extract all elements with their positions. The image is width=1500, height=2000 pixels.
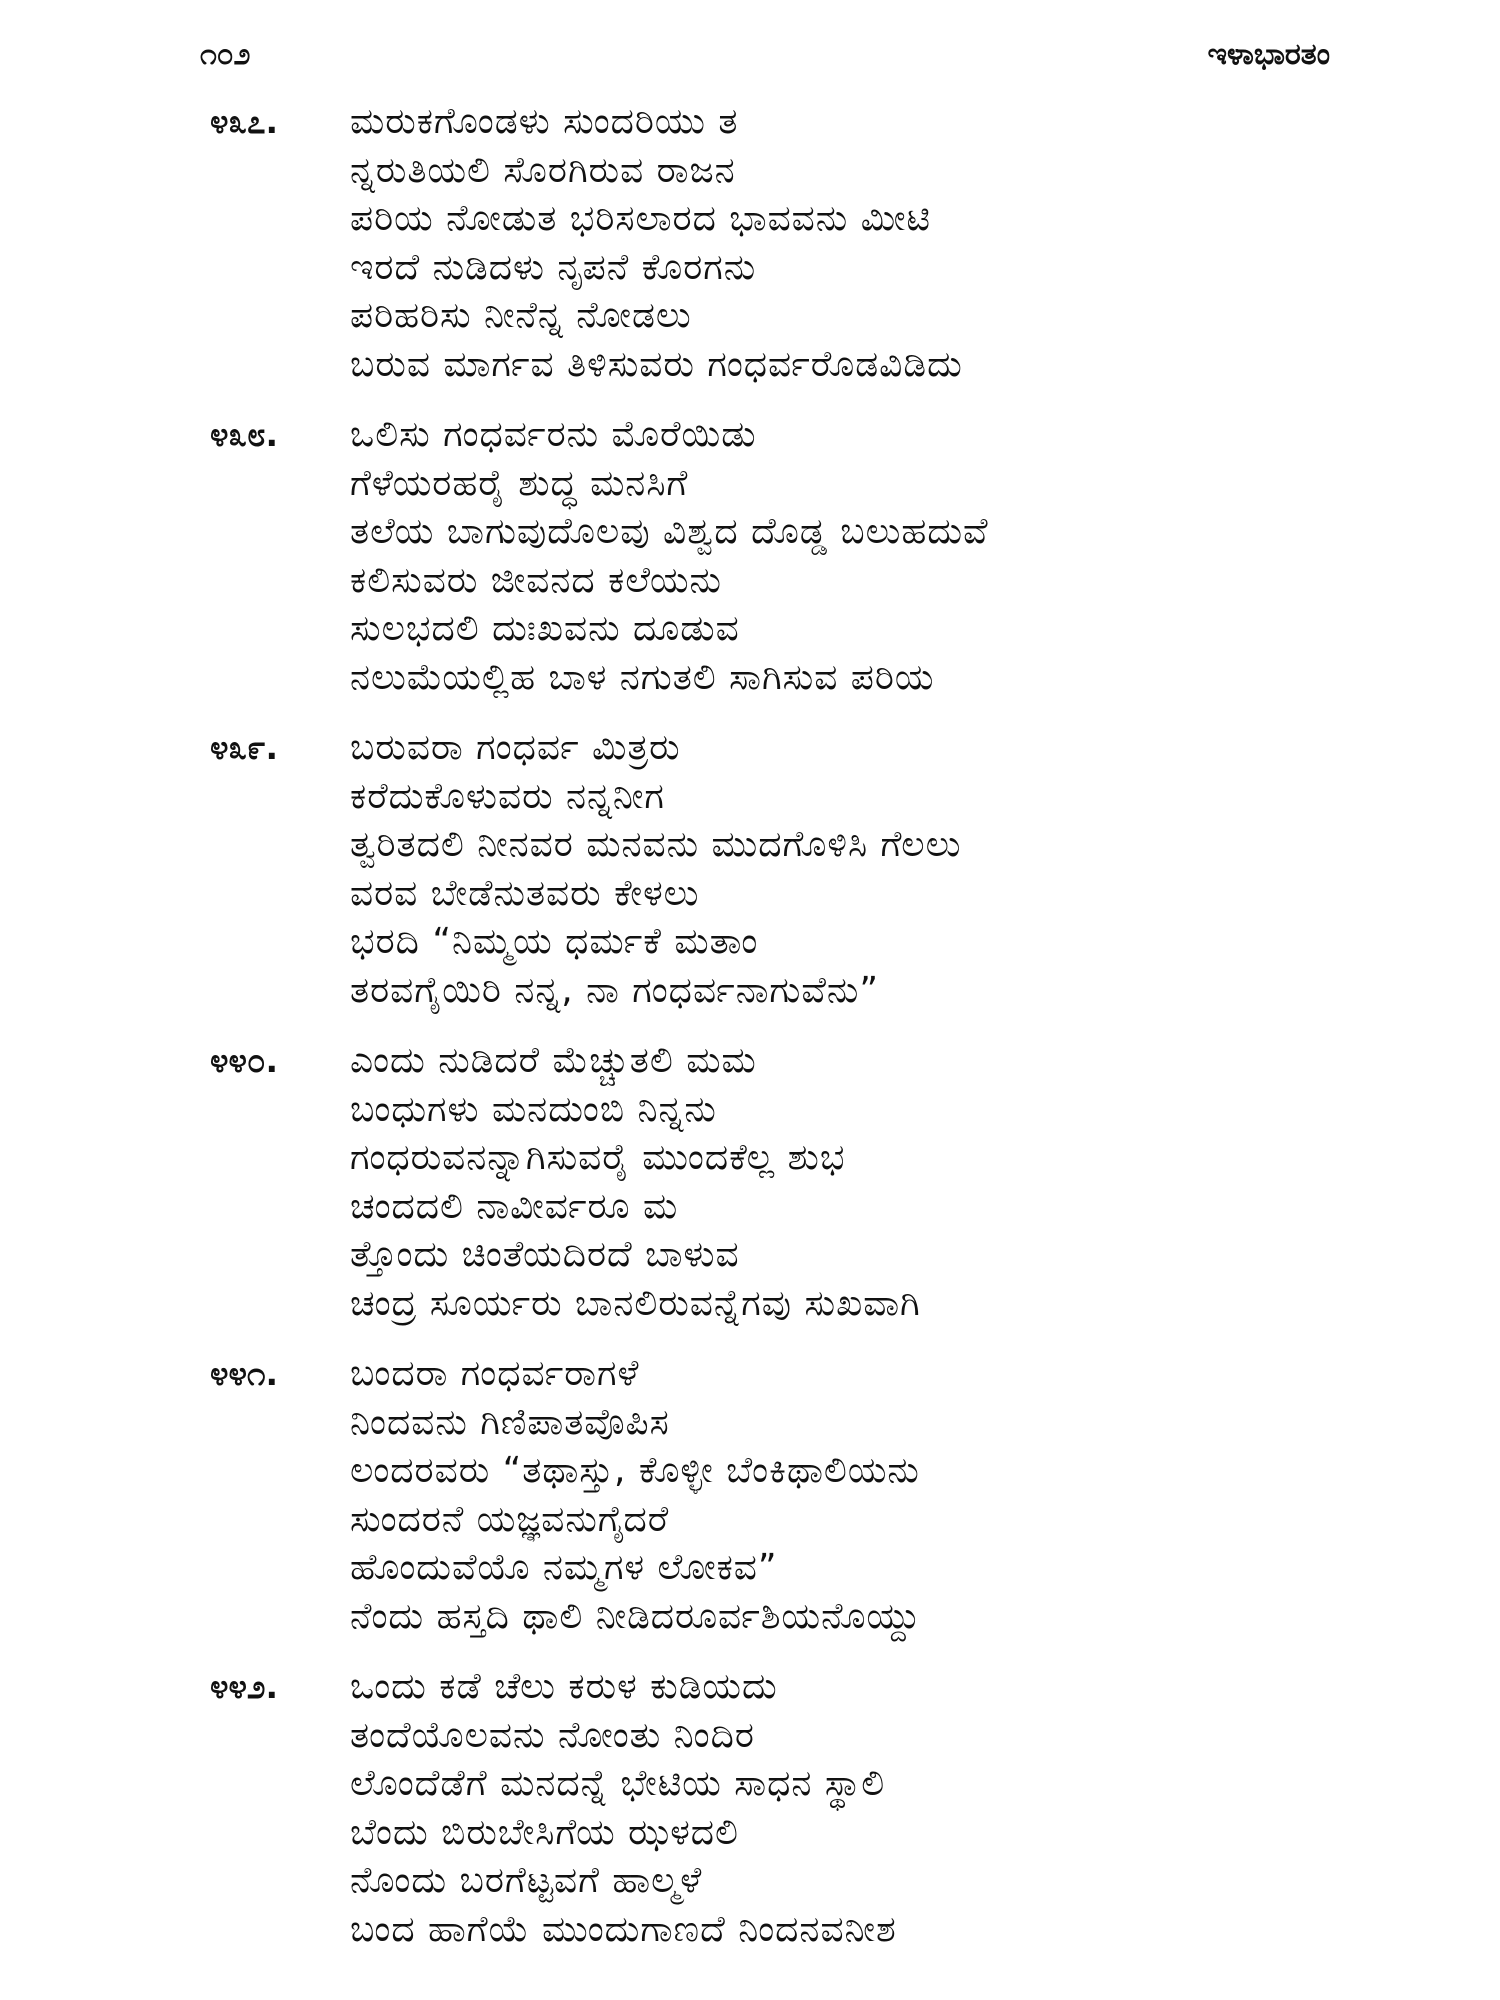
verse-line: ಭರದಿ “ನಿಮ್ಮಯ ಧರ್ಮಕೆ ಮತಾಂ xyxy=(350,921,759,962)
stanza xyxy=(210,1037,1330,1328)
verse-line: ಬೆಂದು ಬಿರುಬೇಸಿಗೆಯ ಝಳದಲಿ xyxy=(350,1811,739,1853)
verse-line: ಬಂದ ಹಾಗೆಯೆ ಮುಂದುಗಾಣದೆ ನಿಂದನವನೀಶ xyxy=(350,1908,897,1950)
stanza xyxy=(210,1350,1330,1641)
verse-line: ಎಂದು ನುಡಿದರೆ ಮೆಚ್ಚುತಲಿ ಮಮ xyxy=(350,1040,757,1081)
stanza-lines xyxy=(350,1350,1330,1641)
stanza-lines xyxy=(350,1663,1330,1954)
stanza xyxy=(210,411,1330,702)
verse-line: ಬಂದರಾ ಗಂಧರ್ವರಾಗಳೆ xyxy=(350,1353,640,1394)
stanza xyxy=(210,724,1330,1015)
stanza xyxy=(210,98,1330,389)
verse-line: ಸುಲಭದಲಿ ದುಃಖವನು ದೂಡುವ xyxy=(350,608,740,649)
page-number: ೧೦೨ xyxy=(200,36,251,72)
stanza-number: ೪೩೯. xyxy=(210,728,278,767)
verse-line: ನೊಂದು ಬರಗೆಟ್ಟವಗೆ ಹಾಲ್ಮಳೆ xyxy=(350,1860,703,1901)
verse-line: ಲಂದರವರು “ತಥಾಸ್ತು, ಕೊಳ್ಳೀ ಬೆಂಕಿಥಾಲಿಯನು xyxy=(350,1450,920,1491)
verse-line: ವರವ ಬೇಡೆನುತವರು ಕೇಳಲು xyxy=(350,872,700,914)
stanza-lines xyxy=(350,724,1330,1015)
verse-line: ಕಲಿಸುವರು ಜೀವನದ ಕಲೆಯನು xyxy=(350,559,722,601)
stanza-number: ೪೩೮. xyxy=(210,415,278,454)
verse-line: ಚಂದದಲಿ ನಾವೀರ್ವರೂ ಮ xyxy=(350,1185,679,1227)
verse-line: ಪರಿಹರಿಸು ನೀನೆನ್ನ ನೋಡಲು xyxy=(350,295,692,336)
stanza-number: ೪೩೭. xyxy=(210,102,278,141)
stanza-number: ೪೪೨. xyxy=(210,1667,278,1706)
verse-line: ನಲುಮೆಯಲ್ಲಿಹ ಬಾಳ ನಗುತಲಿ ಸಾಗಿಸುವ ಪರಿಯ xyxy=(350,656,935,698)
verse-line: ನ್ನರುತಿಯಲಿ ಸೊರಗಿರುವ ರಾಜನ xyxy=(350,149,736,191)
verse-line: ಕರೆದುಕೊಳುವರು ನನ್ನನೀಗ xyxy=(350,775,665,817)
verse-line: ನಿಂದವನು ಗಿಣಿಪಾತವೊಪಿಸ xyxy=(350,1401,670,1443)
book-title: ಇಳಾಭಾರತಂ xyxy=(1207,36,1330,72)
stanza-number: ೪೪೧. xyxy=(210,1354,278,1393)
verse-line: ತ್ವರಿತದಲಿ ನೀನವರ ಮನವನು ಮುದಗೊಳಿಸಿ ಗೆಲಲು xyxy=(350,824,962,865)
verse-line: ಚಂದ್ರ ಸೂರ್ಯರು ಬಾನಲಿರುವನ್ನೆಗವು ಸುಖವಾಗಿ xyxy=(350,1282,921,1324)
verse-line: ಹೊಂದುವೆಯೊ ನಮ್ಮಗಳ ಲೋಕವ” xyxy=(350,1547,778,1588)
verse-line: ಒಲಿಸು ಗಂಧರ್ವರನು ಮೊರೆಯಿಡು xyxy=(350,414,757,455)
verse-line: ತಂದೆಯೊಲವನು ನೋಂತು ನಿಂದಿರ xyxy=(350,1714,755,1756)
stanza-lines xyxy=(350,1037,1330,1328)
page-header xyxy=(200,32,1330,76)
verse-line: ನೆಂದು ಹಸ್ತದಿ ಥಾಲಿ ನೀಡಿದರೂರ್ವಶಿಯನೊಯ್ದು xyxy=(350,1595,921,1637)
stanza-lines xyxy=(350,98,1330,389)
stanza-lines xyxy=(350,411,1330,702)
verse-line: ಇರದೆ ನುಡಿದಳು ನೃಪನೆ ಕೊರಗನು xyxy=(350,246,757,288)
verse-line: ಸುಂದರನೆ ಯಜ್ಞವನುಗೈದರೆ xyxy=(350,1498,670,1540)
verse-line: ಬರುವ ಮಾರ್ಗವ ತಿಳಿಸುವರು ಗಂಧರ್ವರೊಡವಿಡಿದು xyxy=(350,343,963,385)
verse-line: ತ್ತೊಂದು ಚಿಂತೆಯದಿರದೆ ಬಾಳುವ xyxy=(350,1234,740,1275)
verse-line: ಬಂಧುಗಳು ಮನದುಂಬಿ ನಿನ್ನನು xyxy=(350,1088,717,1130)
verse-line: ಬರುವರಾ ಗಂಧರ್ವ ಮಿತ್ರರು xyxy=(350,727,681,768)
verse-line: ತರವಗೈಯಿರಿ ನನ್ನ, ನಾ ಗಂಧರ್ವನಾಗುವೆನು” xyxy=(350,969,880,1011)
verse-line: ಮರುಕಗೊಂಡಳು ಸುಂದರಿಯು ತ xyxy=(350,101,739,142)
verse-line: ಲೊಂದೆಡೆಗೆ ಮನದನ್ನೆ ಭೇಟಿಯ ಸಾಧನ ಸ್ಥಾಲಿ xyxy=(350,1763,886,1804)
verse-line: ತಲೆಯ ಬಾಗುವುದೊಲವು ವಿಶ್ವದ ದೊಡ್ಡ ಬಲುಹದುವೆ xyxy=(350,511,989,552)
verse-line: ಒಂದು ಕಡೆ ಚೆಲು ಕರುಳ ಕುಡಿಯದು xyxy=(350,1666,778,1707)
stanza xyxy=(210,1663,1330,1954)
verse-line: ಗೆಳೆಯರಹರೈ ಶುದ್ಧ ಮನಸಿಗೆ xyxy=(350,462,689,504)
verse-line: ಗಂಧರುವನನ್ನಾಗಿಸುವರೈ ಮುಂದಕೆಲ್ಲ ಶುಭ xyxy=(350,1137,846,1178)
stanza-number: ೪೪೦. xyxy=(210,1041,278,1080)
poem-body xyxy=(210,98,1330,1976)
verse-line: ಪರಿಯ ನೋಡುತ ಭರಿಸಲಾರದ ಭಾವವನು ಮೀಟಿ xyxy=(350,198,931,239)
